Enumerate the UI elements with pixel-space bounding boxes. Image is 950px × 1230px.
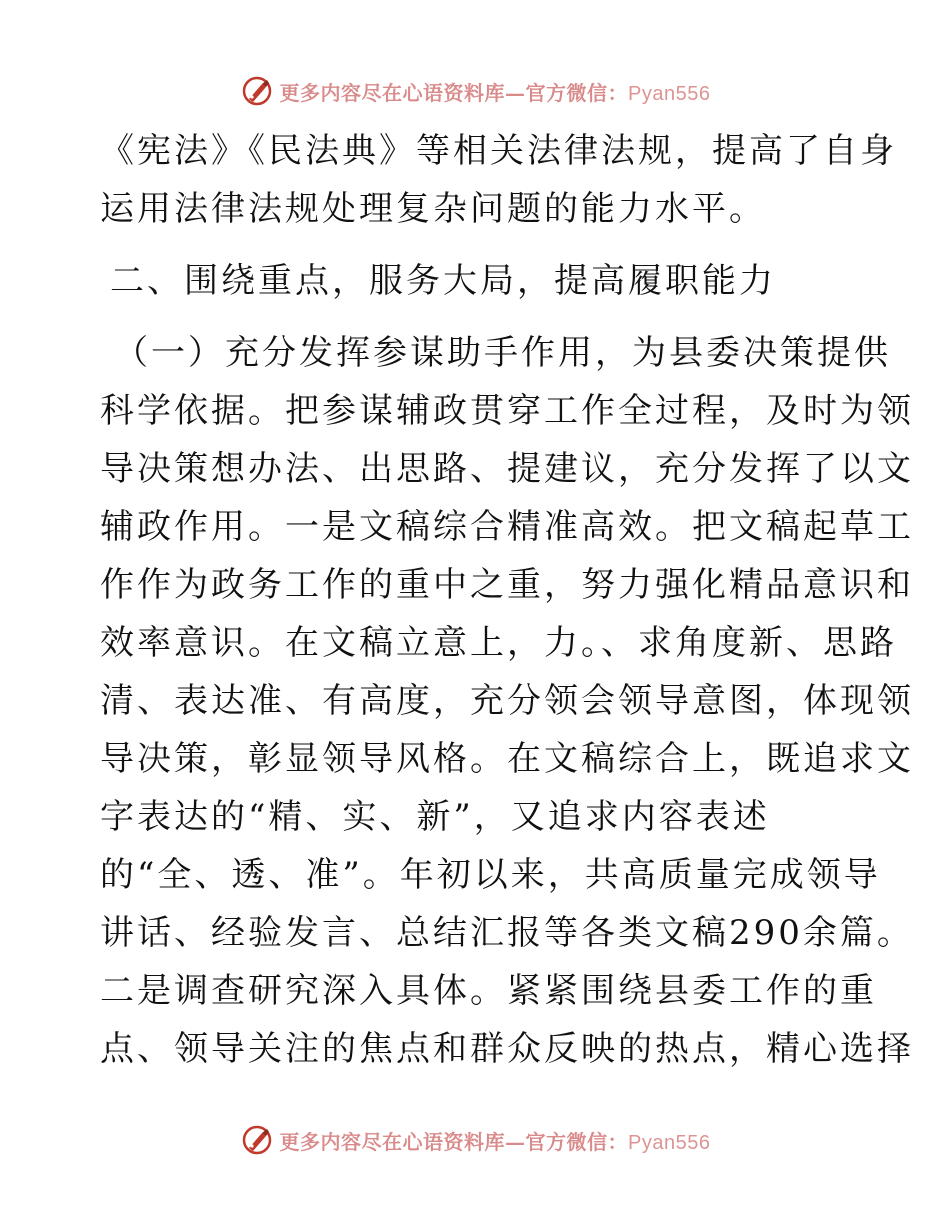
text-line: 讲话、经验发言、总结汇报等各类文稿290余篇。 [100,913,914,953]
section-heading: 二、围绕重点，服务大局，提高履职能力 [110,261,776,301]
header-watermark-banner [0,71,950,111]
footer-watermark-text: 更多内容尽在心语资料库—官方微信：Pyan556 [279,1129,711,1154]
text-line: 导决策，彰显领导风格。在文稿综合上，既追求文 [100,739,914,779]
pen-nib-logo-icon [240,74,274,108]
subsection-paragraph-start: （一）充分发挥参谋助手作用，为县委决策提供 [114,333,891,373]
text-line: 字表达的“精、实、新”，又追求内容表述 [100,797,770,837]
text-line: 清、表达准、有高度，充分领会领导意图，体现领 [100,681,914,721]
header-watermark-text: 更多内容尽在心语资料库—官方微信：Pyan556 [279,80,711,105]
footer-watermark-banner [0,1120,950,1160]
text-line: 效率意识。在文稿立意上，力。、求角度新、思路 [100,623,897,663]
text-line: 点、领导关注的焦点和群众反映的热点，精心选择 [100,1029,914,1069]
text-line: 辅政作用。一是文稿综合精准高效。把文稿起草工 [100,507,914,547]
text-line: 科学依据。把参谋辅政贯穿工作全过程，及时为领 [100,391,914,431]
text-line: 二是调查研究深入具体。紧紧围绕县委工作的重 [100,971,877,1011]
document-body [100,122,914,1078]
footer-wechat-handle: Pyan556 [628,1131,711,1154]
pen-nib-logo-icon [240,1123,274,1157]
header-wechat-handle: Pyan556 [628,82,711,105]
text-line: 运用法律法规处理复杂问题的能力水平。 [100,189,766,229]
text-line: 导决策想办法、出思路、提建议，充分发挥了以文 [100,449,914,489]
text-line: 的“全、透、准”。年初以来，共高质量完成领导 [100,855,881,895]
text-line: 《宪法》《民法典》等相关法律法规，提高了自身 [100,131,897,171]
text-line: 作作为政务工作的重中之重，努力强化精品意识和 [100,565,914,605]
